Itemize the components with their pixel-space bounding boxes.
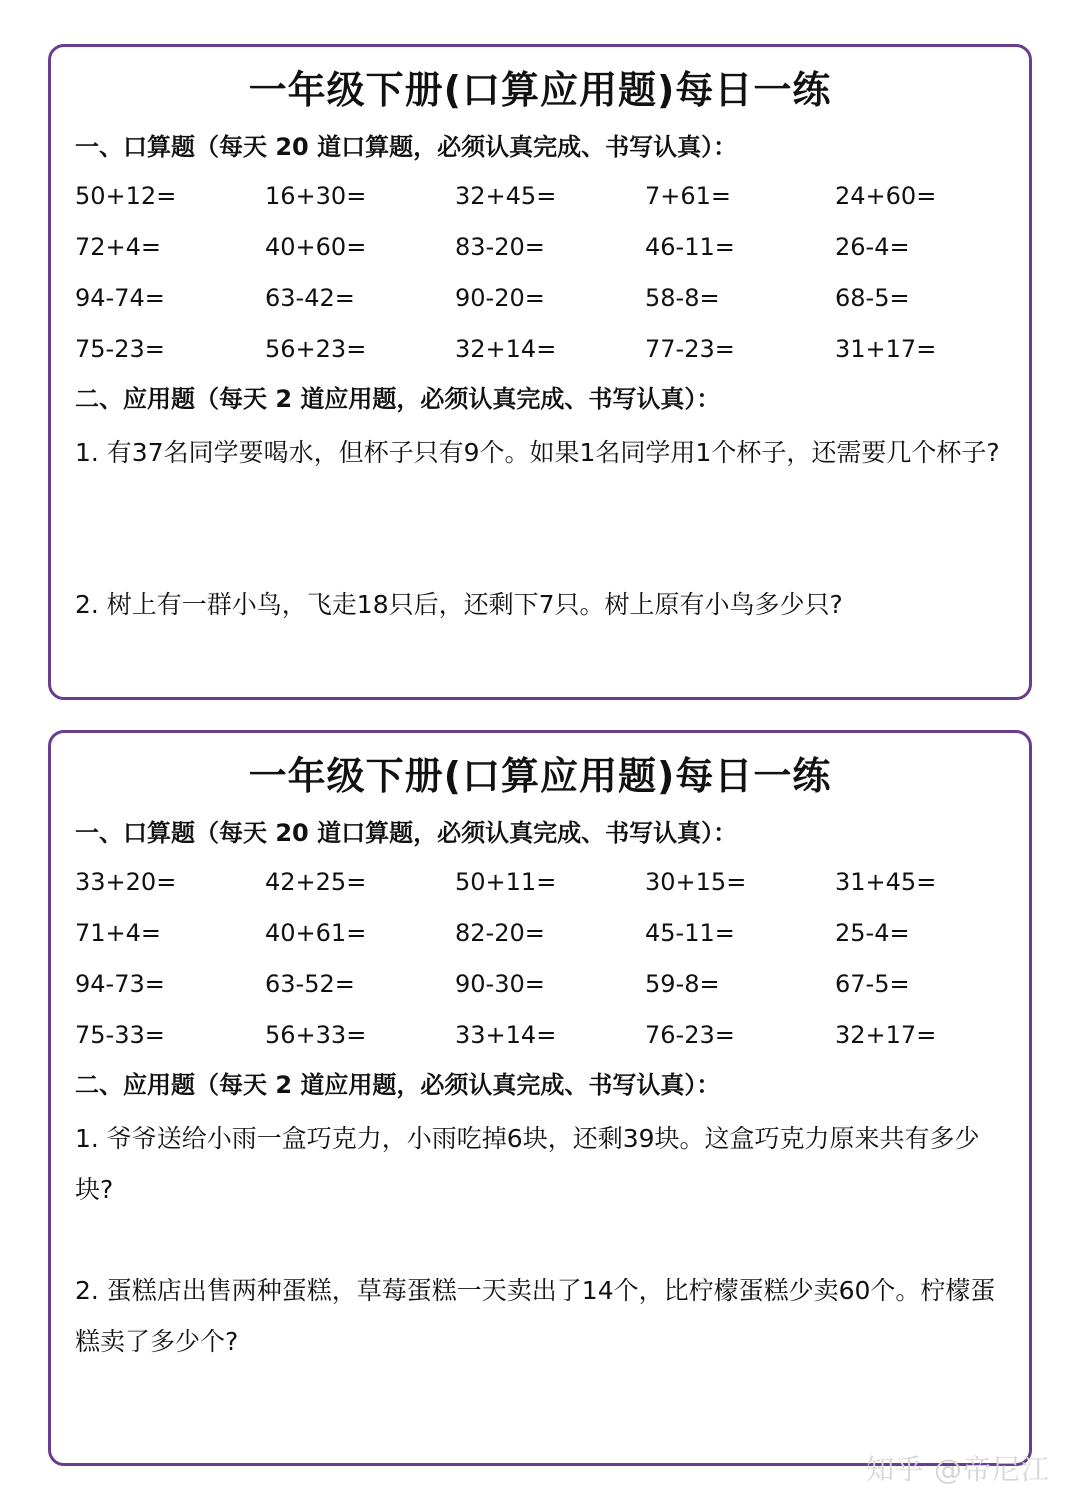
math-item: 32+45= <box>455 182 557 210</box>
math-item: 7+61= <box>645 182 732 210</box>
mental-math-grid <box>75 175 1025 379</box>
math-item: 25-4= <box>835 919 910 947</box>
math-item: 75-23= <box>75 335 165 363</box>
math-item: 59-8= <box>645 970 720 998</box>
worksheet-title: 一年级下册(口算应用题)每日一练 <box>248 754 832 798</box>
math-item: 71+4= <box>75 919 162 947</box>
math-item: 56+33= <box>265 1021 367 1049</box>
word-problem-heading: 二、应用题（每天 2 道应用题，必须认真完成、书写认真）： <box>75 385 721 413</box>
math-item: 76-23= <box>645 1021 735 1049</box>
math-item: 50+11= <box>455 868 557 896</box>
math-row <box>75 175 1025 226</box>
math-row <box>75 912 1025 963</box>
math-item: 50+12= <box>75 182 177 210</box>
math-item: 32+17= <box>835 1021 937 1049</box>
math-item: 58-8= <box>645 284 720 312</box>
word-problem-heading: 二、应用题（每天 2 道应用题，必须认真完成、书写认真）： <box>75 1071 721 1099</box>
math-item: 75-33= <box>75 1021 165 1049</box>
math-item: 33+14= <box>455 1021 557 1049</box>
math-row <box>75 277 1025 328</box>
math-item: 32+14= <box>455 335 557 363</box>
worksheet-card-1 <box>48 44 1032 700</box>
math-item: 40+60= <box>265 233 367 261</box>
math-item: 46-11= <box>645 233 735 261</box>
math-item: 30+15= <box>645 868 747 896</box>
math-item: 16+30= <box>265 182 367 210</box>
math-item: 31+45= <box>835 868 937 896</box>
math-row <box>75 328 1025 379</box>
math-item: 63-52= <box>265 970 355 998</box>
math-row <box>75 226 1025 277</box>
math-item: 90-20= <box>455 284 545 312</box>
math-item: 94-73= <box>75 970 165 998</box>
word-problem-1: 1. 有37名同学要喝水，但杯子只有9个。如果1名同学用1个杯子，还需要几个杯子? <box>75 438 1000 467</box>
math-item: 94-74= <box>75 284 165 312</box>
math-item: 82-20= <box>455 919 545 947</box>
word-problem-2: 2. 树上有一群小鸟，飞走18只后，还剩下7只。树上原有小鸟多少只? <box>75 590 843 619</box>
math-item: 77-23= <box>645 335 735 363</box>
math-item: 68-5= <box>835 284 910 312</box>
watermark: 知乎 @帝尼江 <box>866 1453 1050 1486</box>
mental-math-heading: 一、口算题（每天 20 道口算题，必须认真完成、书写认真）： <box>75 133 738 161</box>
math-item: 42+25= <box>265 868 367 896</box>
worksheet-title: 一年级下册(口算应用题)每日一练 <box>248 68 832 112</box>
math-item: 24+60= <box>835 182 937 210</box>
math-item: 56+23= <box>265 335 367 363</box>
math-item: 31+17= <box>835 335 937 363</box>
mental-math-grid <box>75 861 1025 1065</box>
math-item: 26-4= <box>835 233 910 261</box>
math-row <box>75 963 1025 1014</box>
worksheet-card-2 <box>48 730 1032 1466</box>
math-item: 83-20= <box>455 233 545 261</box>
math-item: 63-42= <box>265 284 355 312</box>
math-row <box>75 1014 1025 1065</box>
math-item: 67-5= <box>835 970 910 998</box>
math-row <box>75 861 1025 912</box>
math-item: 45-11= <box>645 919 735 947</box>
math-item: 90-30= <box>455 970 545 998</box>
math-item: 33+20= <box>75 868 177 896</box>
word-problem-1: 1. 爷爷送给小雨一盒巧克力，小雨吃掉6块，还剩39块。这盒巧克力原来共有多少块? <box>75 1124 980 1204</box>
word-problem-2: 2. 蛋糕店出售两种蛋糕，草莓蛋糕一天卖出了14个，比柠檬蛋糕少卖60个。柠檬蛋糕卖了多少个? <box>75 1276 996 1356</box>
mental-math-heading: 一、口算题（每天 20 道口算题，必须认真完成、书写认真）： <box>75 819 738 847</box>
math-item: 72+4= <box>75 233 162 261</box>
math-item: 40+61= <box>265 919 367 947</box>
